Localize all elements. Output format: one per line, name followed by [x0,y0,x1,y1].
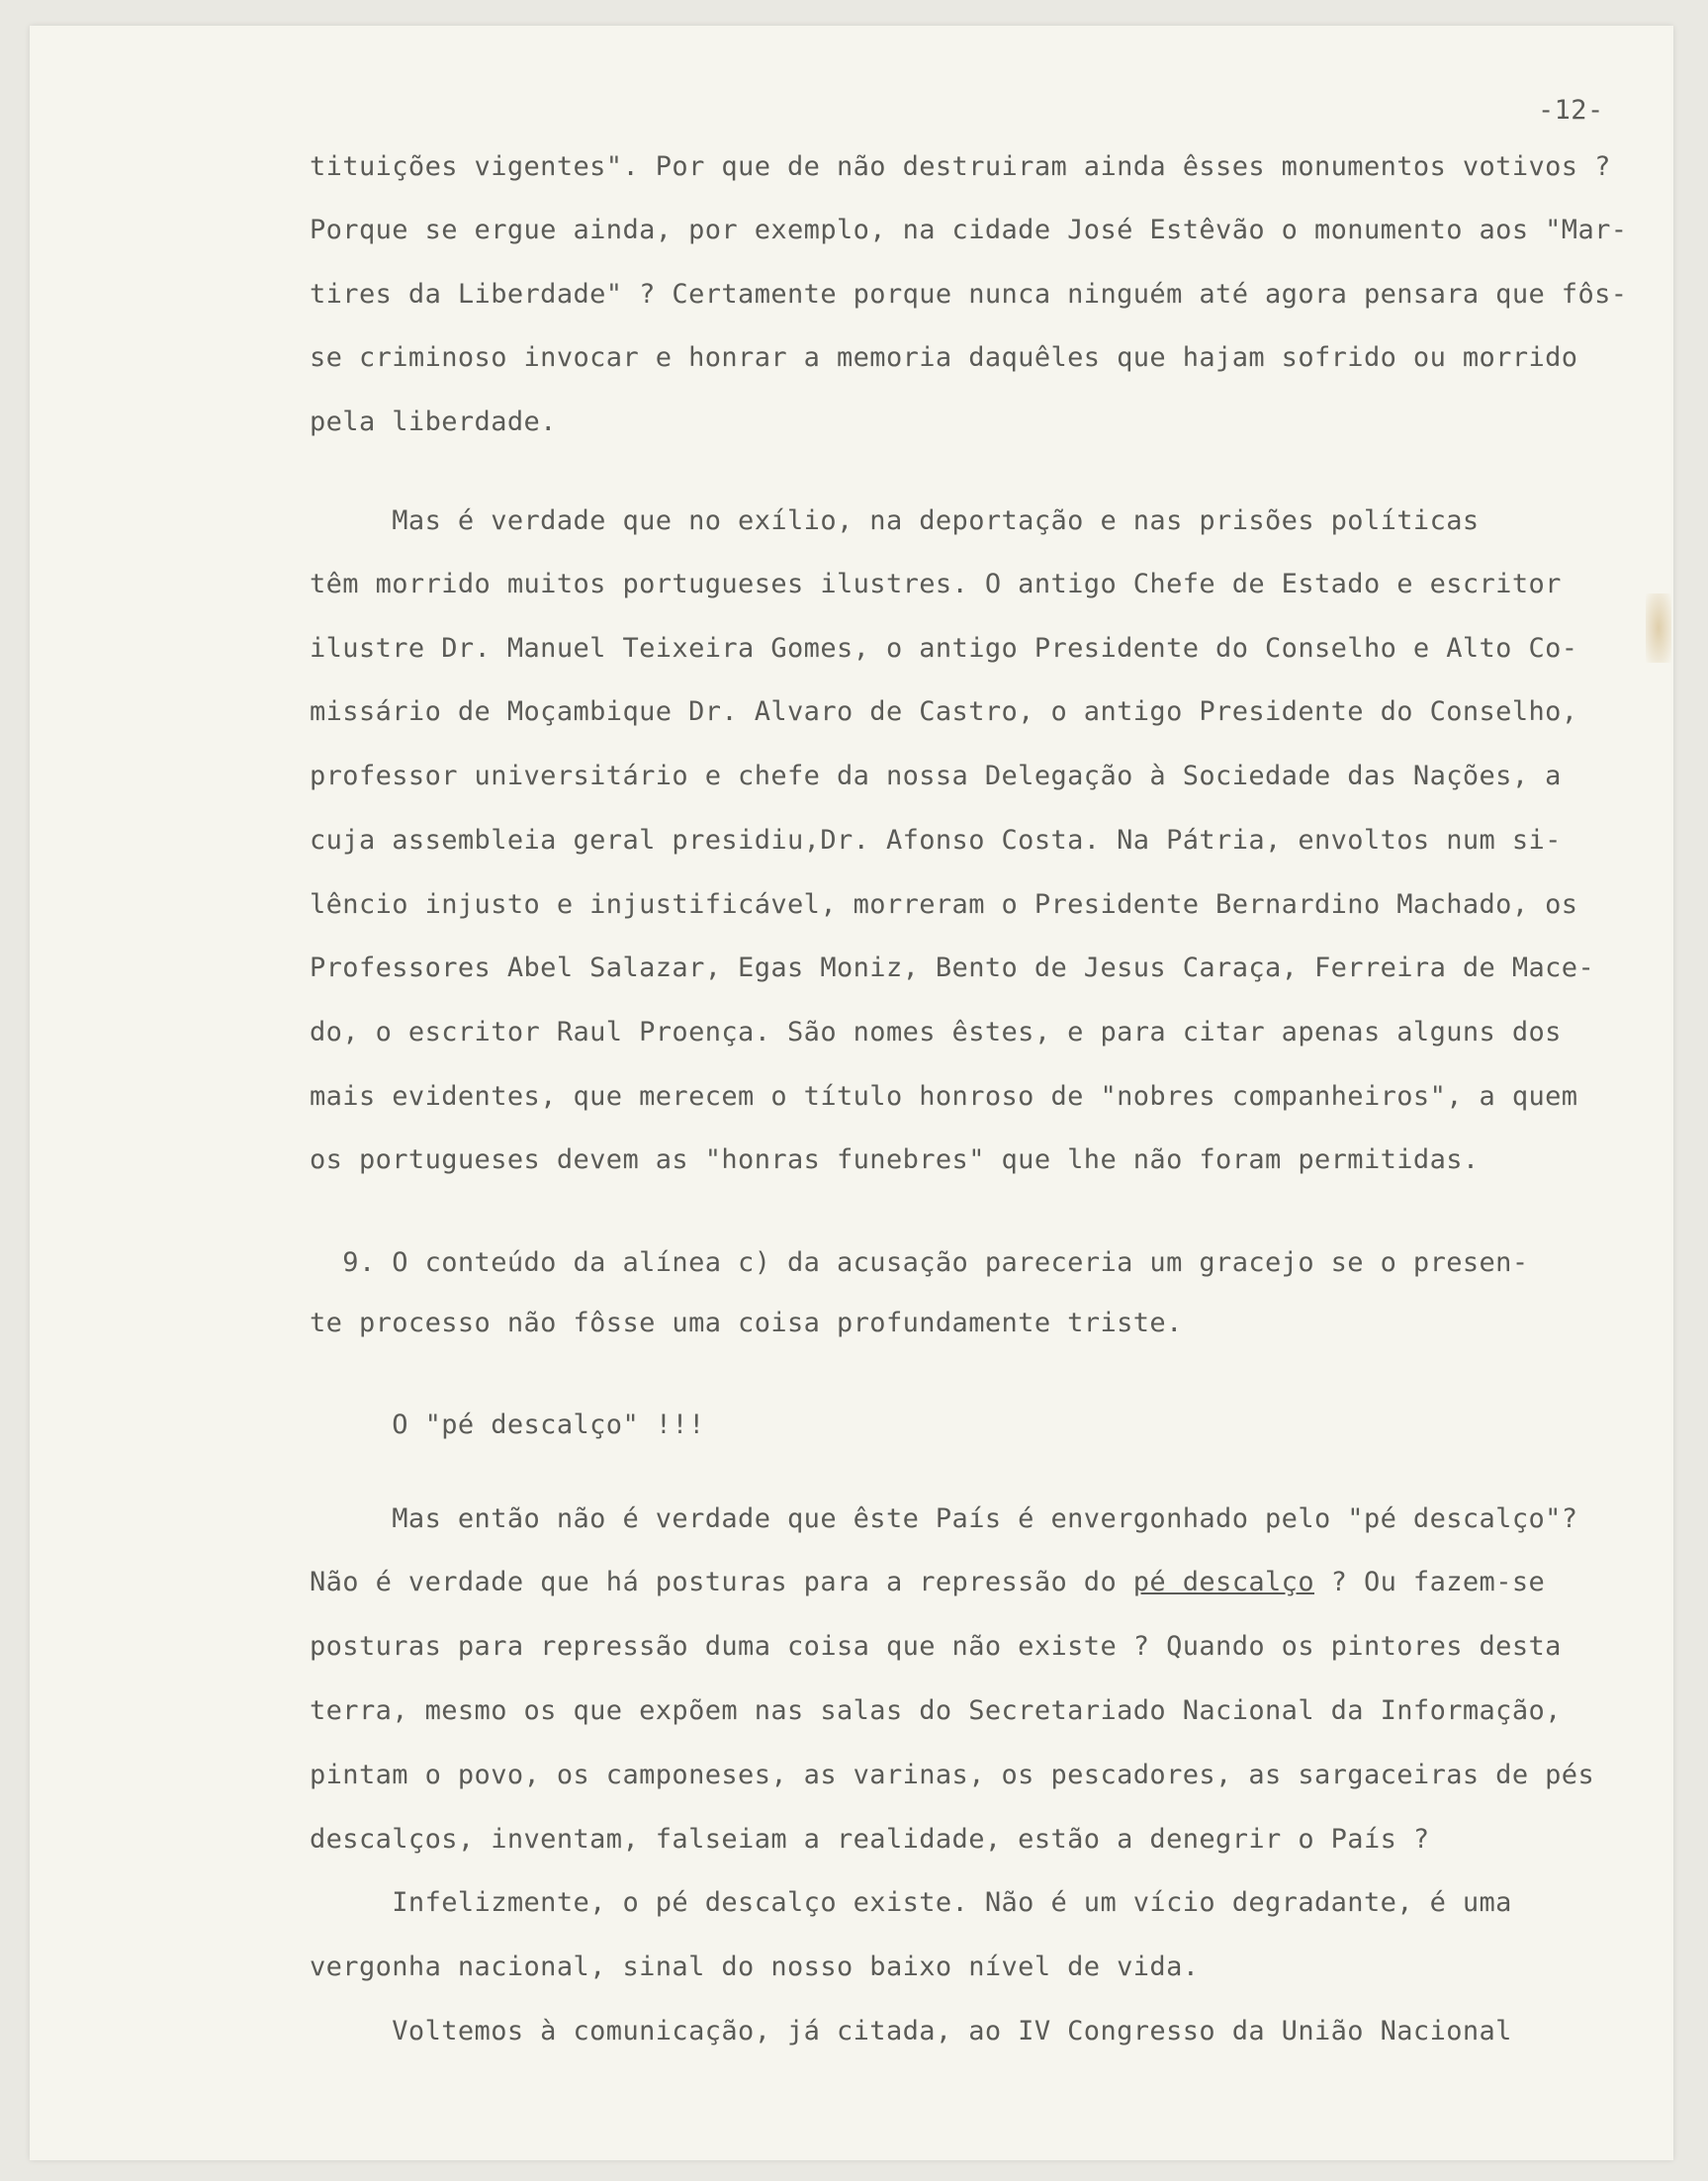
text-line: Mas é verdade que no exílio, na deportação e nas prisões políticas [310,505,1480,536]
page-number: -12- [1538,95,1604,126]
text-line: te processo não fôsse uma coisa profundamente triste. [310,1308,1183,1338]
text-line: Porque se ergue ainda, por exemplo, na cidade José Estêvão o monumento aos "Mar- [310,215,1628,245]
text-line: missário de Moçambique Dr. Alvaro de Castro, o antigo Presidente do Conselho, [310,696,1578,727]
text-line: professor universitário e chefe da nossa Delegação à Sociedade das Nações, a [310,761,1562,791]
text-segment: Não é verdade que há posturas para a repressão do [310,1567,1133,1597]
text-line: do, o escritor Raul Proença. São nomes êstes, e para citar apenas alguns dos [310,1017,1562,1047]
text-segment: ? Ou fazem-se [1314,1567,1546,1597]
text-line: pela liberdade. [310,407,557,437]
text-line: ilustre Dr. Manuel Teixeira Gomes, o antigo Presidente do Conselho e Alto Co- [310,633,1578,664]
text-line: lêncio injusto e injustificável, morreram o Presidente Bernardino Machado, os [310,889,1578,920]
text-line: cuja assembleia geral presidiu,Dr. Afonso Costa. Na Pátria, envoltos num si- [310,825,1562,856]
underlined-phrase: pé descalço [1132,1567,1314,1597]
text-line: os portugueses devem as "honras funebres" que lhe não foram permitidas. [310,1144,1480,1175]
text-line: O "pé descalço" !!! [310,1409,705,1440]
text-line: vergonha nacional, sinal do nosso baixo nível de vida. [310,1952,1200,1982]
text-line: Mas então não é verdade que êste País é envergonhado pelo "pé descalço"? [310,1503,1578,1534]
text-line: se criminoso invocar e honrar a memoria daquêles que hajam sofrido ou morrido [310,342,1578,373]
text-line: Professores Abel Salazar, Egas Moniz, Bento de Jesus Caraça, Ferreira de Mace- [310,953,1595,983]
text-line: Voltemos à comunicação, já citada, ao IV Congresso da União Nacional [310,2016,1512,2046]
text-line: 9. O conteúdo da alínea c) da acusação pareceria um gracejo se o presen- [310,1247,1529,1278]
text-line: posturas para repressão duma coisa que não existe ? Quando os pintores desta [310,1631,1562,1662]
paper-stain [1646,593,1671,663]
text-line: descalços, inventam, falseiam a realidade, estão a denegrir o País ? [310,1824,1430,1855]
text-line: Infelizmente, o pé descalço existe. Não é um vício degradante, é uma [310,1887,1512,1918]
text-line: têm morrido muitos portugueses ilustres. O antigo Chefe de Estado e escritor [310,569,1562,599]
text-line: mais evidentes, que merecem o título honroso de "nobres companheiros", a quem [310,1081,1578,1112]
text-line: tituições vigentes". Por que de não destruiram ainda êsses monumentos votivos ? [310,151,1611,182]
text-line [310,1569,1545,1595]
text-line: tires da Liberdade" ? Certamente porque nunca ninguém até agora pensara que fôs- [310,279,1628,310]
text-line: terra, mesmo os que expõem nas salas do Secretariado Nacional da Informação, [310,1695,1562,1726]
text-line: pintam o povo, os camponeses, as varinas, os pescadores, as sargaceiras de pés [310,1760,1595,1790]
